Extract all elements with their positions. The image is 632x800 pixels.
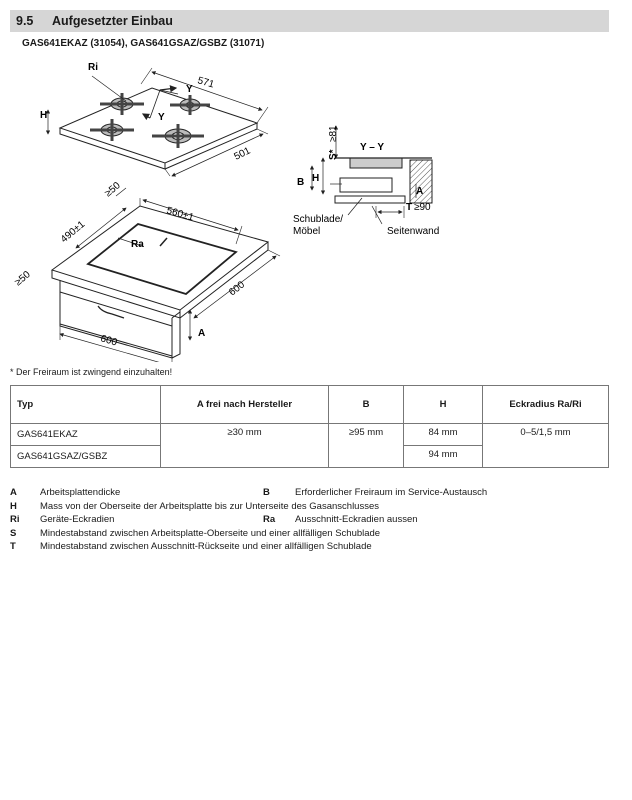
label-h-top: H: [40, 110, 48, 121]
model-subtitle: GAS641EKAZ (31054), GAS641GSAZ/GSBZ (31071): [22, 38, 265, 49]
legend-row: [10, 513, 610, 527]
section-header: [10, 10, 609, 32]
legend-key: Ra: [263, 514, 276, 525]
legend-key: B: [263, 487, 270, 498]
cell-eckradius: 0–5/1,5 mm: [483, 424, 609, 468]
legend: [10, 486, 610, 554]
legend-row: [10, 486, 610, 500]
legend-text: Mindestabstand zwischen Arbeitsplatte-Oberseite und einer allfälligen Schublade: [40, 527, 381, 539]
footnote: * Der Freiraum ist zwingend einzuhalten!: [10, 367, 173, 377]
label-s: S*: [328, 149, 339, 160]
legend-text: Mass von der Oberseite der Arbeitsplatte bis zur Unterseite des Gasanschlusses: [40, 500, 379, 512]
label-sidewall: Seitenwand: [387, 226, 440, 237]
spec-table: [10, 385, 609, 468]
table-row: [11, 424, 609, 446]
legend-text: Arbeitsplattendicke: [40, 487, 121, 498]
legend-row: [10, 500, 610, 514]
col-typ: Typ: [11, 386, 161, 424]
legend-key: A: [10, 487, 17, 498]
cell-typ: GAS641GSAZ/GSBZ: [11, 446, 161, 468]
dim-left-gap: ≥50: [12, 269, 33, 289]
col-a: A frei nach Hersteller: [161, 386, 329, 424]
cell-h: 84 mm: [404, 424, 483, 446]
legend-text: Mindestabstand zwischen Ausschnitt-Rückseite und einer allfälligen Schublade: [40, 541, 372, 552]
col-eckradius: Eckradius Ra/Ri: [483, 386, 609, 424]
label-drawer-2: Möbel: [293, 226, 321, 237]
label-ra: Ra: [131, 239, 144, 250]
label-a-section: A: [416, 186, 424, 197]
table-header-row: [11, 386, 609, 424]
dim-501: 501: [232, 145, 253, 163]
label-t: T: [406, 202, 413, 213]
legend-key: S: [10, 527, 17, 539]
label-h-section: H: [312, 173, 320, 184]
label-y-top-1: Y: [186, 84, 193, 95]
section-title: Aufgesetzter Einbau: [52, 14, 173, 28]
label-a-cutout: A: [198, 328, 206, 339]
legend-key: H: [10, 500, 17, 512]
label-b-section: B: [297, 177, 305, 188]
legend-key: Ri: [10, 514, 20, 525]
label-y-top-2: Y: [158, 112, 165, 123]
legend-text: Ausschnitt-Eckradien aussen: [295, 514, 418, 525]
section-title-yy: Y – Y: [360, 142, 385, 153]
cell-a: ≥30 mm: [161, 424, 329, 468]
cell-h: 94 mm: [404, 446, 483, 468]
dim-571: 571: [196, 75, 216, 91]
col-b: B: [329, 386, 404, 424]
dim-s: ≥81: [328, 125, 339, 142]
legend-text: Erforderlicher Freiraum im Service-Austausch: [295, 487, 488, 498]
dim-600-front: 600: [99, 333, 119, 349]
dim-t: ≥90: [414, 202, 431, 213]
dim-back-gap: ≥50: [102, 180, 123, 200]
label-drawer-1: Schublade/: [293, 214, 344, 225]
installation-diagram: [0, 52, 632, 362]
legend-key: T: [10, 541, 16, 552]
dim-560: 560±1: [165, 205, 195, 224]
label-ri: Ri: [88, 62, 98, 73]
cell-typ: GAS641EKAZ: [11, 424, 161, 446]
legend-row: [10, 527, 610, 541]
cell-b: ≥95 mm: [329, 424, 404, 468]
dim-600-side: 600: [227, 279, 247, 299]
legend-row: [10, 540, 610, 554]
col-h: H: [404, 386, 483, 424]
legend-text: Geräte-Eckradien: [40, 514, 115, 525]
dim-490: 490±1: [58, 219, 88, 246]
section-number: 9.5: [16, 14, 34, 28]
